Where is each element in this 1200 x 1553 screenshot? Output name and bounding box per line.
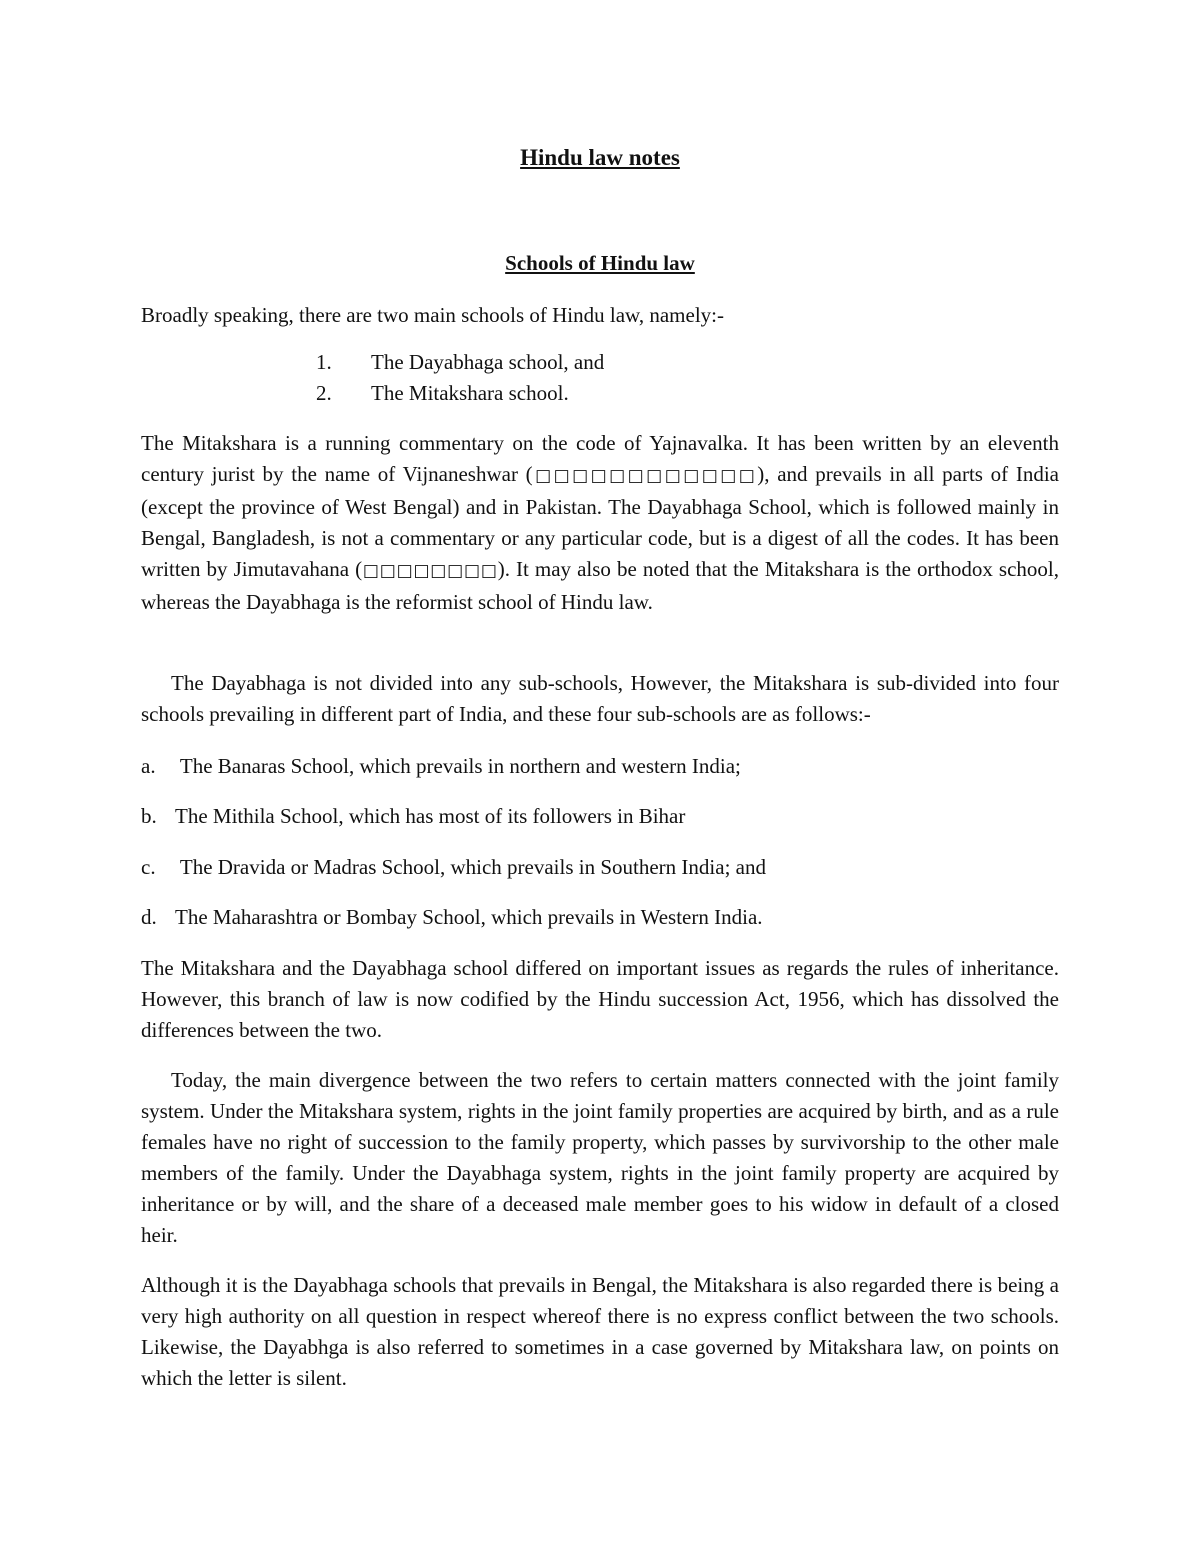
paragraph-inheritance: The Mitakshara and the Dayabhaga school differed on important issues as regards the rules of inheritance. However, this branch of law is now codified by the Hindu succession Act, 1956, which has dissolved the differences between the two.	[141, 956, 1059, 1042]
paragraph-authority: Although it is the Dayabhaga schools that prevails in Bengal, the Mitakshara is also regarded there is being a very high authority on all question in respect whereof there is no express conflict between the two schools. Likewise, the Dayabhga is also referred to sometimes in a case governed by Mitakshara law, on points on which the letter is silent.	[141, 1273, 1059, 1390]
list-item-text: The Maharashtra or Bombay School, which prevails in Western India.	[175, 905, 763, 929]
paragraph-divergence: Today, the main divergence between the two refers to certain matters connected with the joint family system. Under the Mitakshara system, rights in the joint family properties are acquired by birth, and as a rule females have no right of succession to the family property, which passes by survivorship to the other male members of the family. Under the Dayabhaga system, rights in the joint family property are acquired by inheritance or by will, and the share of a deceased male member goes to his widow in default of a closed heir.	[141, 1068, 1059, 1247]
intro-paragraph: Broadly speaking, there are two main schools of Hindu law, namely:-	[141, 303, 724, 327]
paragraph-text: The Mitakshara is a running commentary on the code of Yajnavalka. It has been written by an eleventh century jurist by the name of Vijnaneshwar (	[141, 431, 1059, 486]
devanagari-name-jimutavahana: □□□□□□□□	[362, 561, 498, 581]
list-number: 2.	[316, 381, 332, 405]
paragraph-sub-schools: The Dayabhaga is not divided into any sub-schools, However, the Mitakshara is sub-divided into four schools prevailing in different part of India, and these four sub-schools are as follows:-	[141, 671, 1059, 726]
alpha-list-item	[141, 801, 685, 832]
list-letter: d.	[141, 905, 157, 929]
devanagari-name-vijnaneshwar: □□□□□□□□□□□□	[532, 466, 758, 486]
paragraph-mitakshara-dayabhaga	[141, 428, 1059, 618]
list-item-text: The Mitakshara school.	[371, 381, 569, 405]
document-title: Hindu law notes	[520, 145, 680, 170]
list-letter: a.	[141, 754, 156, 778]
list-number: 1.	[316, 350, 332, 374]
alpha-list-item	[141, 751, 741, 782]
section-heading: Schools of Hindu law	[505, 251, 695, 275]
list-item-text: The Banaras School, which prevails in northern and western India;	[175, 754, 741, 778]
paragraph-text: ), and prevails in all parts of India (except the province of West Bengal) and in Pakistan. The Dayabhaga School, which is followed mainly in Bengal, Bangladesh, is not a commentary or any particular code, but is a digest of all the codes. It has been written by Jimutavahana (	[141, 462, 1059, 581]
alpha-list-item	[141, 902, 763, 933]
list-letter: c.	[141, 855, 156, 879]
list-item-text: The Dravida or Madras School, which prevails in Southern India; and	[175, 855, 766, 879]
paragraph-text: ). It may also be noted that the Mitakshara is the orthodox school, whereas the Dayabhaga is the reformist school of Hindu law.	[141, 557, 1059, 614]
list-letter: b.	[141, 804, 157, 828]
list-item-text: The Dayabhaga school, and	[371, 350, 605, 374]
list-item-text: The Mithila School, which has most of its followers in Bihar	[175, 804, 686, 828]
alpha-list-item	[141, 852, 766, 883]
